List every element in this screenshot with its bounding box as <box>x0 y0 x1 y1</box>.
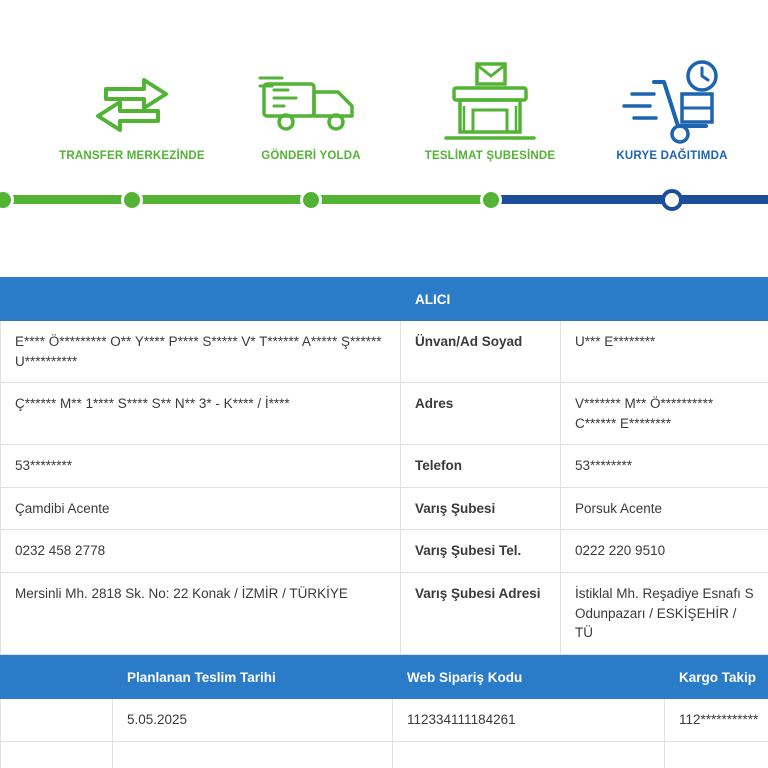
receiver-name-value: U*** E******** <box>561 321 768 383</box>
progress-node-1[interactable] <box>121 189 143 211</box>
progress-node-0[interactable] <box>0 189 14 211</box>
row-label-arrival-branch: Varış Şubesi <box>401 487 561 530</box>
shipment-summary-table-wrap <box>0 655 768 768</box>
row-label-phone: Telefon <box>401 445 561 488</box>
details-table-header-row <box>1 278 768 321</box>
sender-branch-phone-value: 0232 458 2778 <box>1 530 401 573</box>
table-row <box>1 742 768 768</box>
tracking-step-1[interactable] <box>42 55 222 162</box>
progress-node-3[interactable] <box>480 189 502 211</box>
row-label-arrival-branch-phone: Varış Şubesi Tel. <box>401 530 561 573</box>
sender-branch-value: Çamdibi Acente <box>1 487 401 530</box>
receiver-phone-value: 53******** <box>561 445 768 488</box>
tracking-step-4[interactable] <box>582 55 762 162</box>
sender-name-value: E**** Ö********* O** Y**** P**** S***** V* T****** A***** Ş****** U********** <box>1 321 401 383</box>
table-row <box>1 321 768 383</box>
table-row <box>1 487 768 530</box>
sender-address-value: Ç****** M** 1**** S**** S** N** 3* - K**** / İ**** <box>1 383 401 445</box>
row-label-address: Adres <box>401 383 561 445</box>
details-header-sender <box>1 278 401 321</box>
tracking-progress <box>0 0 768 225</box>
receiver-branch-phone-value: 0222 220 9510 <box>561 530 768 573</box>
courier-handcart-icon <box>582 55 762 150</box>
table-row <box>1 699 768 742</box>
shipment-details-table-wrap <box>0 277 768 655</box>
summary-cell-4 <box>665 742 768 768</box>
delivery-truck-icon <box>221 55 401 150</box>
row-label-arrival-branch-address: Varış Şubesi Adresi <box>401 572 561 654</box>
receiver-branch-value: Porsuk Acente <box>561 487 768 530</box>
sender-phone-value: 53******** <box>1 445 401 488</box>
tracking-step-3-label: TESLİMAT ŞUBESİNDE <box>424 150 556 162</box>
summary-cell-empty-2 <box>1 742 113 768</box>
table-row <box>1 445 768 488</box>
summary-cell-2 <box>113 742 393 768</box>
shipment-summary-table <box>0 655 768 768</box>
tracking-step-1-label: TRANSFER MERKEZİNDE <box>59 150 205 162</box>
summary-header-tracking-code: Kargo Takip <box>665 656 768 699</box>
tracking-steps <box>0 55 768 190</box>
summary-header-planned-delivery-date: Planlanan Teslim Tarihi <box>113 656 393 699</box>
table-row <box>1 383 768 445</box>
summary-cell-3 <box>393 742 665 768</box>
progress-bar-completed <box>0 195 492 204</box>
progress-bar-remaining <box>492 195 768 204</box>
row-label-name: Ünvan/Ad Soyad <box>401 321 561 383</box>
summary-cell-planned-delivery-date: 5.05.2025 <box>113 699 393 742</box>
tracking-step-0[interactable] <box>0 55 30 162</box>
summary-cell-web-order-code: 112334111184261 <box>393 699 665 742</box>
details-header-receiver <box>561 278 768 321</box>
sender-branch-address-value: Mersinli Mh. 2818 Sk. No: 22 Konak / İZMİR / TÜRKİYE <box>1 572 401 654</box>
details-header-field: ALICI <box>401 278 561 321</box>
tracking-step-4-label: KURYE DAĞITIMDA <box>616 150 728 162</box>
summary-header-web-order-code: Web Sipariş Kodu <box>393 656 665 699</box>
tracking-step-2[interactable] <box>221 55 401 162</box>
branch-office-icon <box>400 55 580 150</box>
summary-table-header-row <box>1 656 768 699</box>
receiver-address-value: V******* M** Ö********** C****** E******** <box>561 383 768 445</box>
summary-header-empty <box>1 656 113 699</box>
table-row <box>1 572 768 654</box>
tracking-step-2-label: GÖNDERİ YOLDA <box>261 150 361 162</box>
summary-cell-tracking-code: 112*********** <box>665 699 768 742</box>
table-row <box>1 530 768 573</box>
progress-node-4[interactable] <box>661 189 683 211</box>
tracking-step-0-label <box>0 150 30 162</box>
tracking-step-3[interactable] <box>400 55 580 162</box>
summary-cell-empty <box>1 699 113 742</box>
progress-bar <box>0 195 768 204</box>
transfer-arrows-icon <box>42 55 222 150</box>
progress-node-2[interactable] <box>300 189 322 211</box>
receiver-branch-address-value: İstiklal Mh. Reşadiye Esnafı S Odunpazarı / ESKİŞEHİR / TÜ <box>561 572 768 654</box>
shipment-details-table <box>0 277 768 655</box>
truncated-icon <box>0 55 30 150</box>
